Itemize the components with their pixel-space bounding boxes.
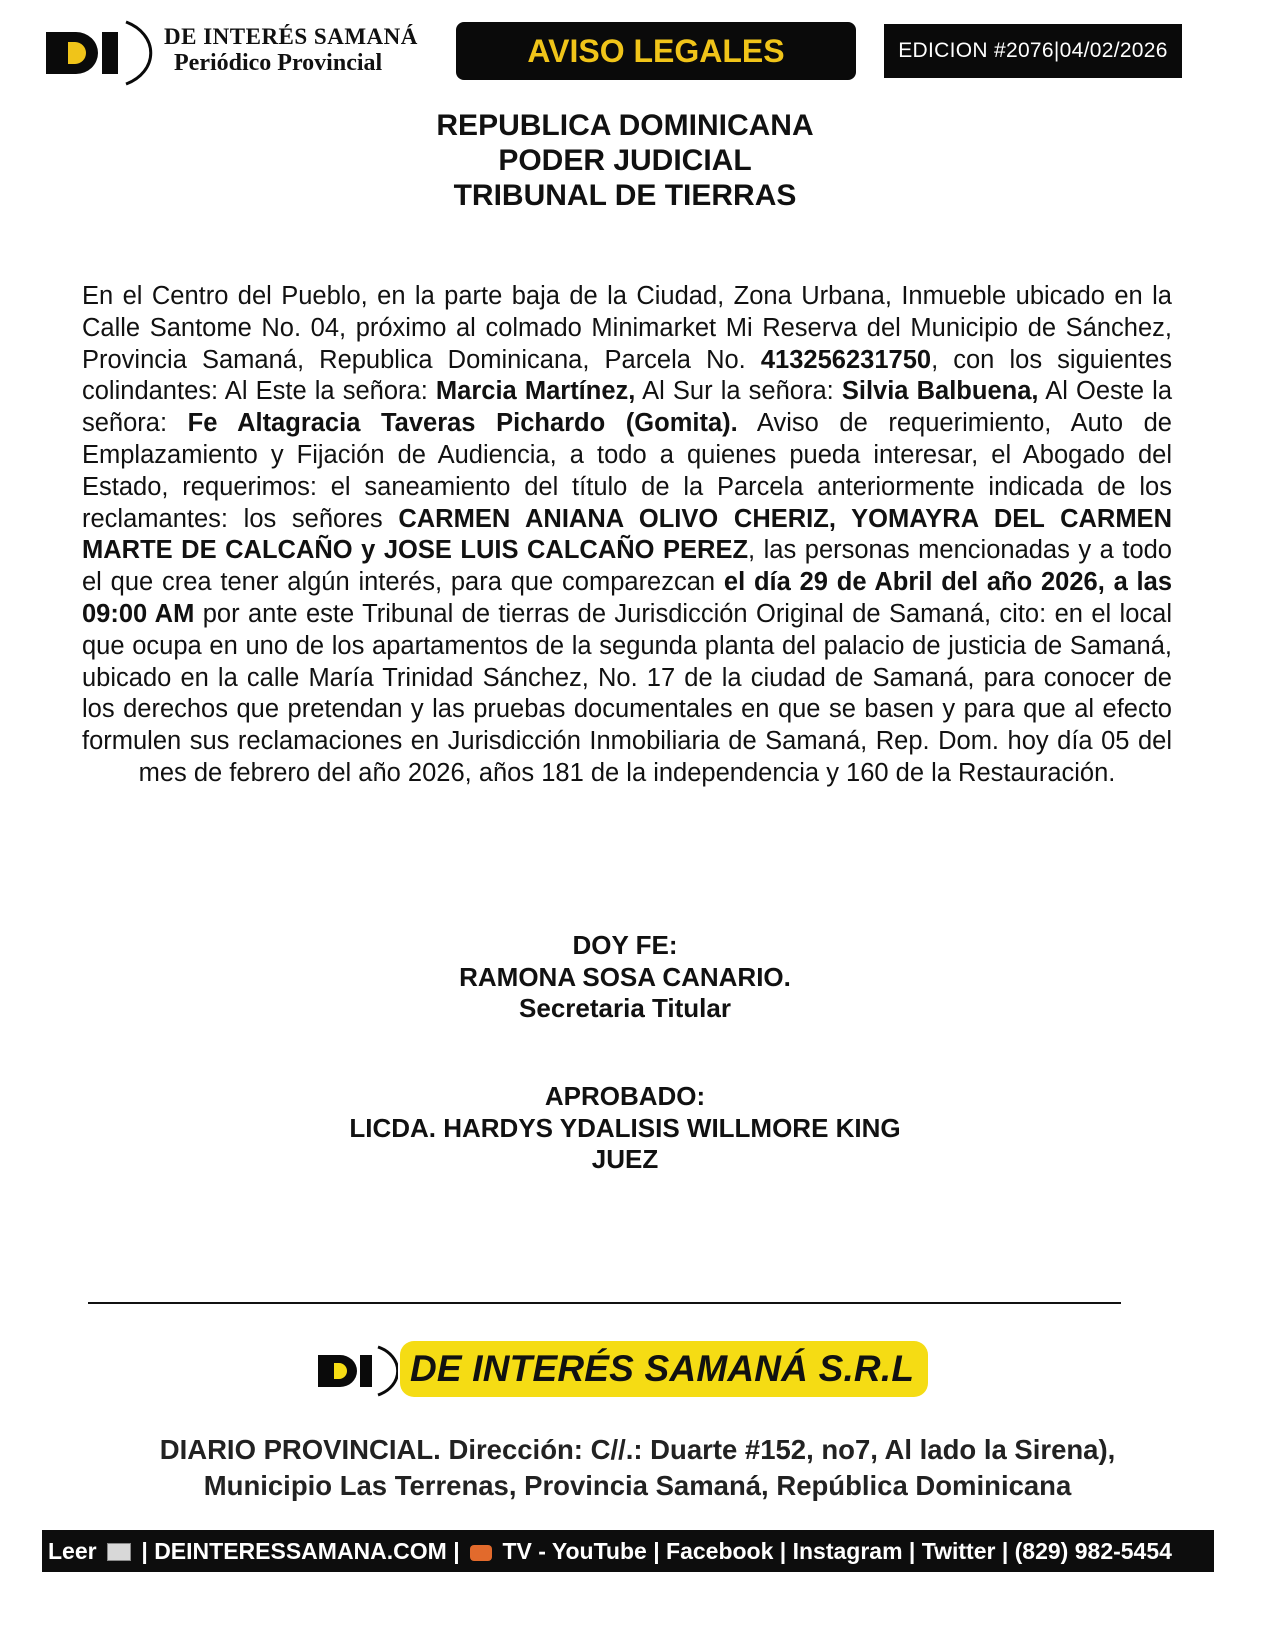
claimants: CARMEN ANIANA OLIVO CHERIZ, YOMAYRA DEL CARMEN MARTE DE CALCAÑO y JOSE LUIS CALCAÑO PEREZ (82, 504, 1172, 565)
body-text-4: Al Oeste la señora: (82, 377, 1173, 438)
brand-block (164, 24, 418, 76)
footer-address (0, 1432, 1275, 1504)
footer-social-links[interactable]: TV - YouTube | Facebook | Instagram | Twitter | (829) 982-5454 (502, 1538, 1172, 1564)
hearing-date: el día 29 de Abril del año 2026, a las 09:00 AM (82, 568, 1172, 628)
footer-website-link[interactable]: | DEINTERESSAMANA.COM | (141, 1538, 460, 1564)
footer-leer: Leer (48, 1538, 97, 1564)
body-text-2: , con los siguientes colindantes: Al Este la señora: (82, 345, 1173, 406)
judge-name: LICDA. HARDYS YDALISIS WILLMORE KING (349, 1112, 901, 1143)
newspaper-icon (107, 1543, 131, 1561)
header (46, 14, 1186, 84)
secretary-title: Secretaria Titular (519, 993, 731, 1023)
neighbor-east: Marcia Martínez, (435, 377, 636, 406)
title-country: REPUBLICA DOMINICANA (436, 109, 814, 142)
judge-title: JUEZ (591, 1144, 659, 1174)
judge-signature (0, 1081, 1250, 1176)
body-text-1: En el Centro del Pueblo, en la parte baja de la Ciudad, Zona Urbana, Inmueble ubicado en la Calle Santome No. 04, próximo al colmado Minimarket Mi Reserva del Municipio de Sánchez, Provincia Samaná, Republica Dominicana, Parcela No. (82, 282, 1172, 374)
footer-address-line2: Municipio Las Terrenas, Provincia Samaná, República Dominicana (203, 1470, 1072, 1501)
footer-company-name: DE INTERÉS SAMANÁ S.R.L (400, 1341, 928, 1397)
footer-di-logo-icon (318, 1345, 398, 1397)
section-banner: AVISO LEGALES (456, 22, 856, 80)
parcel-number: 413256231750 (760, 345, 932, 374)
aprobado-label: APROBADO: (544, 1081, 706, 1111)
tv-icon (470, 1545, 492, 1561)
neighbor-west: Fe Altagracia Taveras Pichardo (Gomita). (187, 409, 738, 438)
body-text-5: Aviso de requerimiento, Auto de Emplazamiento y Fijación de Audiencia, a todo a quienes pueda interesar, el Abogado del Estado, requerimos: el saneamiento del título de la Parcela anteriormente indicada de los reclamantes: los señores (82, 409, 1172, 533)
di-logo-icon (46, 18, 154, 88)
document-title (0, 108, 1250, 213)
title-branch: PODER JUDICIAL (498, 144, 752, 177)
title-court: TRIBUNAL DE TIERRAS (453, 179, 797, 212)
footer-divider (88, 1302, 1121, 1304)
footer-address-line1: DIARIO PROVINCIAL. Dirección: C//.: Duarte #152, no7, Al lado la Sirena), (159, 1434, 1116, 1465)
secretary-name: RAMONA SOSA CANARIO. (459, 961, 791, 992)
notice-body (82, 281, 1172, 790)
secretary-signature (0, 930, 1250, 1025)
body-text-3: Al Sur la señora: (635, 377, 842, 406)
body-text-7: por ante este Tribunal de tierras de Jurisdicción Original de Samaná, cito: en el local que ocupa en uno de los apartamentos de la segunda planta del palacio de justicia de Samaná, ubicado en la calle María Trinidad Sánchez, No. 17 de la ciudad de Samaná, para conocer de los derechos que pretendan y las pruebas documentales en que se basen y para que al efecto formulen sus reclamaciones en Jurisdicción Inmobiliaria de Samaná, Rep. Dom. hoy día 05 del mes de febrero del año 2026, años 181 de la independencia y 160 de la Restauración. (82, 599, 1173, 787)
neighbor-south: Silvia Balbuena, (841, 377, 1039, 406)
brand-name: DE INTERÉS SAMANÁ (164, 24, 418, 49)
doy-fe-label: DOY FE: (572, 930, 678, 960)
edition-badge: EDICION #2076|04/02/2026 (884, 24, 1182, 78)
footer-links-bar (42, 1530, 1214, 1572)
body-text-6: , las personas mencionadas y a todo el que crea tener algún interés, para que comparezcan (82, 536, 1172, 597)
brand-subtitle: Periódico Provincial (174, 50, 383, 76)
